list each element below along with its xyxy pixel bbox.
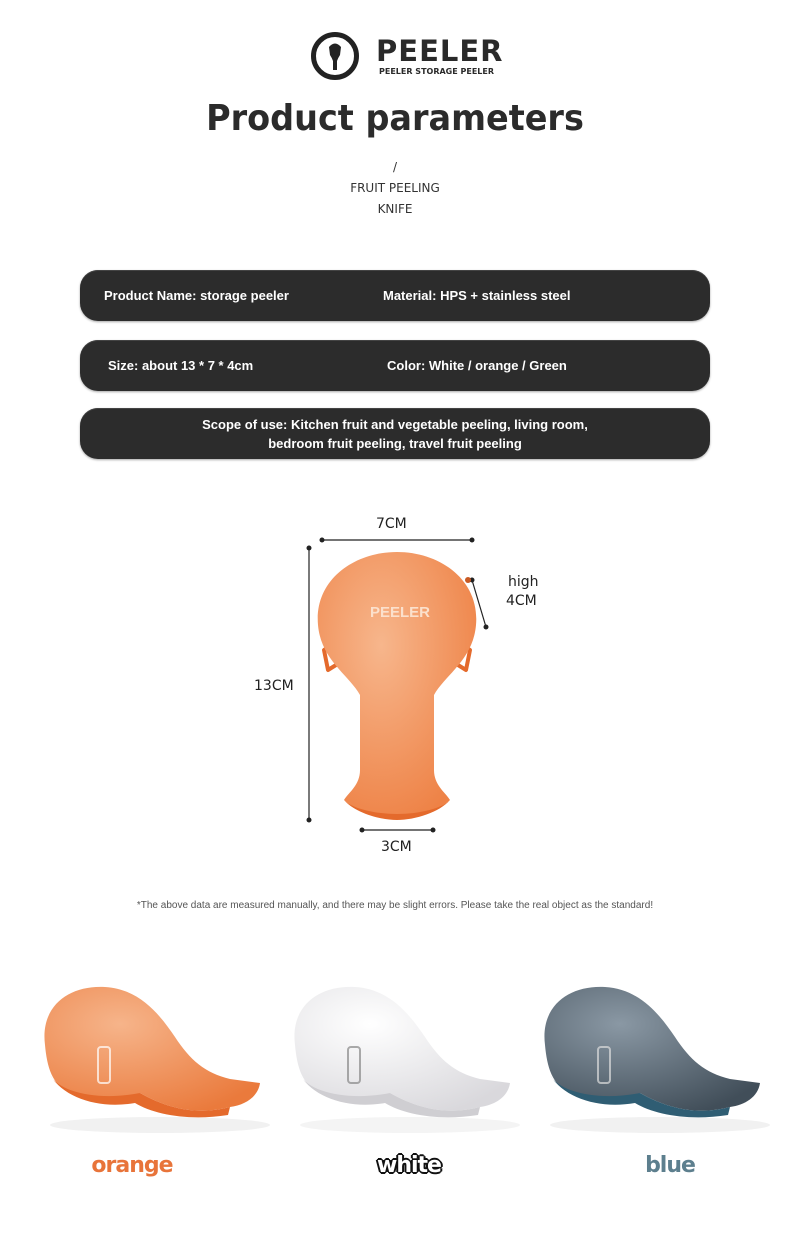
param-color: Color: White / orange / Green bbox=[387, 358, 567, 373]
peeler-blue-image bbox=[544, 987, 770, 1133]
variant-label-blue: blue bbox=[645, 1153, 695, 1178]
param-product-name: Product Name: storage peeler bbox=[104, 288, 289, 303]
param-bar-name-material bbox=[80, 270, 710, 321]
peeler-logo-text: PEELER bbox=[369, 604, 431, 621]
subtitle-line-1: FRUIT PEELING bbox=[350, 181, 440, 195]
height-label: 13CM bbox=[254, 678, 294, 694]
brand-tagline: PEELER STORAGE PEELER bbox=[379, 67, 495, 76]
variant-label-orange: orange bbox=[91, 1153, 173, 1178]
page-title: Product parameters bbox=[206, 98, 584, 139]
title-slash: / bbox=[392, 160, 398, 174]
param-bar-size-color bbox=[80, 340, 710, 391]
subtitle-line-2: KNIFE bbox=[377, 202, 413, 216]
param-scope-line-2: bedroom fruit peeling, travel fruit peeling bbox=[268, 435, 522, 451]
depth-label: 4CM bbox=[506, 593, 537, 609]
param-bar-scope bbox=[80, 408, 710, 459]
measurement-note: *The above data are measured manually, and there may be slight errors. Please take the real object as the standard! bbox=[136, 900, 654, 911]
peeler-top-view bbox=[318, 552, 477, 820]
peeler-orange-image bbox=[44, 987, 270, 1133]
brand-name: PEELER bbox=[376, 34, 504, 68]
brand-logo-icon bbox=[311, 32, 359, 80]
variant-label-white: white bbox=[377, 1153, 441, 1178]
depth-word-label: high bbox=[508, 574, 539, 590]
param-scope-line-1: Scope of use: Kitchen fruit and vegetable peeling, living room, bbox=[202, 416, 588, 432]
param-size: Size: about 13 * 7 * 4cm bbox=[108, 358, 254, 373]
color-variants-images bbox=[30, 975, 770, 1140]
param-material: Material: HPS + stainless steel bbox=[383, 288, 571, 303]
peeler-white-image bbox=[294, 987, 520, 1133]
tail-label: 3CM bbox=[381, 839, 412, 855]
width-label: 7CM bbox=[376, 516, 407, 532]
